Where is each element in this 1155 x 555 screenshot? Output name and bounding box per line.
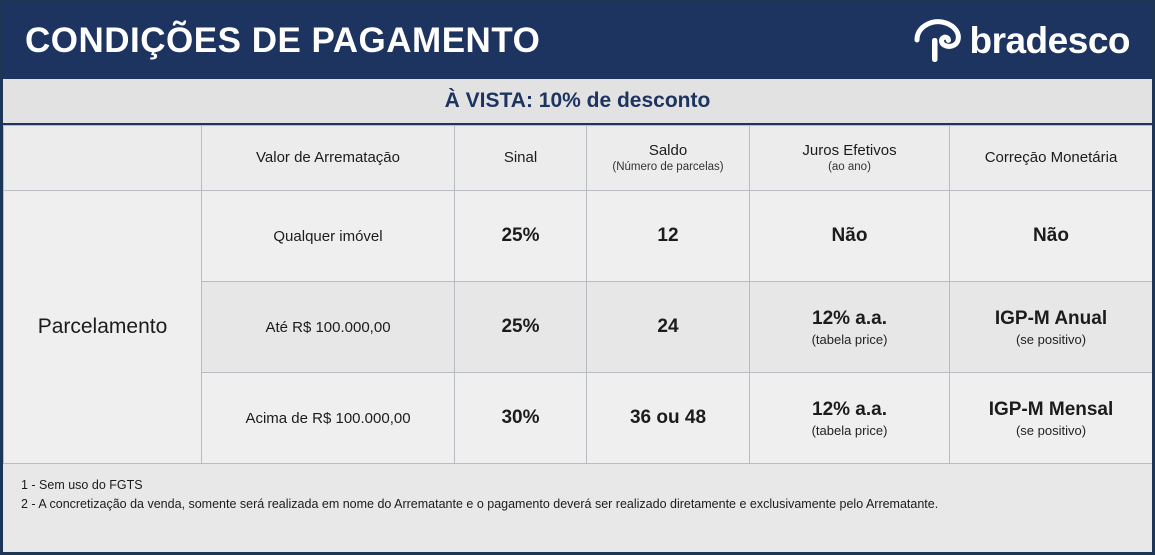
row-group-label: Parcelamento — [4, 191, 202, 464]
footnote-1: 1 - Sem uso do FGTS — [21, 478, 143, 492]
cell-valor-3: Acima de R$ 100.000,00 — [202, 373, 455, 464]
cell-correcao-3-sub: (se positivo) — [1015, 422, 1087, 438]
cell-valor-2: Até R$ 100.000,00 — [202, 282, 455, 373]
cell-juros-2 — [750, 282, 950, 373]
footnotes-section — [3, 464, 1152, 524]
cell-juros-2-value: 12% a.a. — [812, 307, 887, 329]
cell-sinal-1: 25% — [455, 191, 587, 282]
column-header-saldo-sub: (Número de parcelas) — [612, 161, 724, 174]
cell-correcao-3 — [950, 373, 1153, 464]
bradesco-tree-logo-icon — [911, 18, 963, 64]
cell-saldo-2: 24 — [587, 282, 750, 373]
cell-sinal-3: 30% — [455, 373, 587, 464]
cell-juros-3-sub: (tabela price) — [811, 422, 888, 438]
cell-juros-2-sub: (tabela price) — [811, 331, 888, 347]
brand-lockup — [911, 18, 1130, 64]
cell-juros-1 — [750, 191, 950, 282]
document-header — [3, 3, 1152, 79]
page-title: CONDIÇÕES DE PAGAMENTO — [25, 21, 541, 60]
cell-correcao-1 — [950, 191, 1153, 282]
cell-correcao-2-sub: (se positivo) — [1015, 331, 1087, 347]
header-cell-empty — [4, 126, 202, 191]
cell-juros-3-value: 12% a.a. — [812, 398, 887, 420]
cell-saldo-1: 12 — [587, 191, 750, 282]
column-header-juros-sub: (ao ano) — [828, 161, 871, 174]
column-header-correcao — [950, 126, 1153, 191]
cell-saldo-3: 36 ou 48 — [587, 373, 750, 464]
cell-correcao-3-value: IGP-M Mensal — [988, 398, 1114, 420]
table-header-row — [4, 126, 1153, 191]
column-header-valor — [202, 126, 455, 191]
cell-valor-1: Qualquer imóvel — [202, 191, 455, 282]
cash-discount-text: À VISTA: 10% de desconto — [444, 89, 711, 112]
cell-correcao-2-value: IGP-M Anual — [994, 307, 1108, 329]
conditions-table — [3, 125, 1153, 464]
column-header-correcao-title: Correçāo Monetária — [984, 149, 1118, 167]
column-header-juros-title: Juros Efetivos — [802, 141, 897, 159]
column-header-saldo-title: Saldo — [648, 141, 688, 159]
column-header-juros — [750, 126, 950, 191]
cell-sinal-2: 25% — [455, 282, 587, 373]
column-header-valor-title: Valor de Arremataçāo — [256, 149, 400, 167]
cash-payment-band — [3, 79, 1152, 125]
column-header-sinal-title: Sinal — [503, 149, 538, 167]
cell-juros-1-value: Não — [831, 225, 868, 246]
brand-name: bradesco — [969, 20, 1130, 61]
cell-correcao-2 — [950, 282, 1153, 373]
cell-correcao-1-value: Não — [1033, 225, 1069, 246]
column-header-sinal — [455, 126, 587, 191]
footnote-2: 2 - A concretização da venda, somente será realizada em nome do Arrematante e o pagamento deverá ser realizado diretamente e exclusivamente pelo Arrematante. — [21, 496, 939, 511]
conditions-table-wrapper — [3, 125, 1152, 464]
column-header-saldo — [587, 126, 750, 191]
table-row — [4, 191, 1153, 282]
cell-juros-3 — [750, 373, 950, 464]
